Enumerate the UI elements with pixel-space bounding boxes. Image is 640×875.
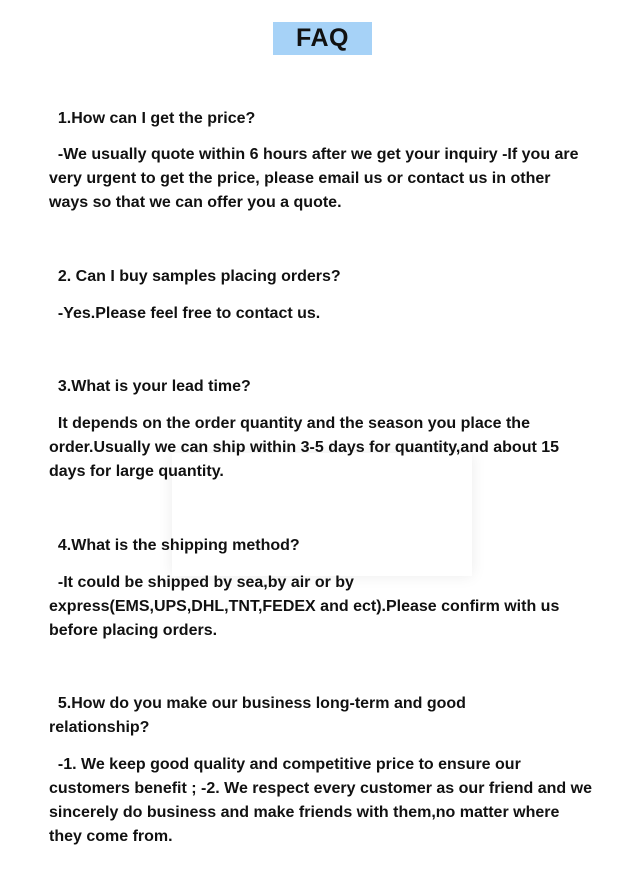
- faq-answer-3: It depends on the order quantity and the season you place the order.Usually we can ship within 3-5 days for quantity,and about 15 days for large quantity.: [49, 415, 564, 480]
- faq-answer-4: -It could be shipped by sea,by air or by express(EMS,UPS,DHL,TNT,FEDEX and ect).Please confirm with us before placing orders.: [49, 574, 560, 639]
- faq-question-2: 2. Can I buy samples placing orders?: [49, 268, 341, 285]
- faq-question-3: 3.What is your lead time?: [49, 378, 251, 395]
- faq-question-1: 1.How can I get the price?: [49, 110, 256, 127]
- title-banner: [273, 22, 372, 55]
- faq-answer-1: -We usually quote within 6 hours after we get your inquiry -If you are very urgent to get the price, please email us or contact us in other ways so that we can offer you a quote.: [49, 146, 584, 211]
- faq-answer-2: -Yes.Please feel free to contact us.: [49, 305, 321, 322]
- faq-answer-5: -1. We keep good quality and competitive price to ensure our customers benefit ; -2. We respect every customer as our friend and we sincerely do business and make friends with them,no matter where they come from.: [49, 756, 597, 845]
- page-title: FAQ: [296, 24, 349, 52]
- faq-question-5: 5.How do you make our business long-term and good relationship?: [49, 695, 471, 736]
- faq-question-4: 4.What is the shipping method?: [49, 537, 300, 554]
